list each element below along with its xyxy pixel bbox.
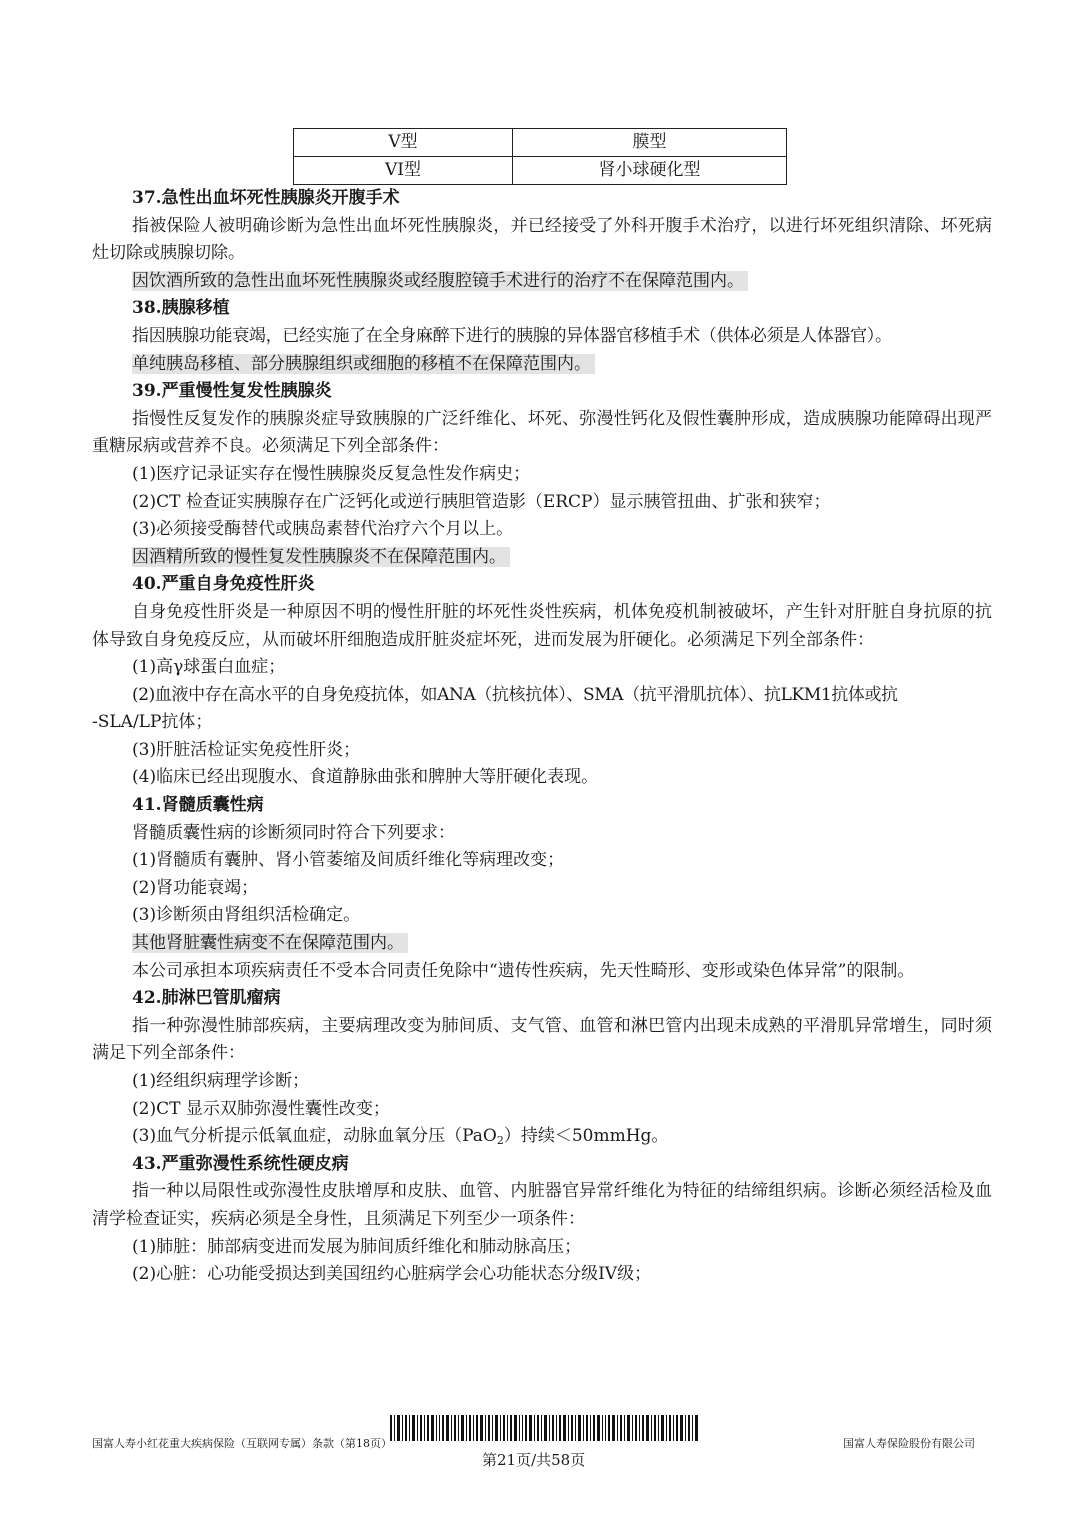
condition-item: (3)肝脏活检证实免疫性肝炎； [132, 739, 361, 760]
table-cell-name: 膜型 [513, 129, 787, 157]
section-heading-41: 41.肾髓质囊性病 [132, 795, 264, 816]
section-body-42: 指一种弥漫性肺部疾病，主要病理改变为肺间质、支气管、血管和淋巴管内出现未成熟的平滑肌异常增生，同时须满足下列全部条件： [92, 1015, 992, 1064]
footer-company-name: 国富人寿保险股份有限公司 [843, 1437, 975, 1450]
condition-item: (2)血液中存在高水平的自身免疫抗体，如ANA（抗核抗体）、SMA（抗平滑肌抗体）、抗LKM1抗体或抗 [132, 684, 898, 705]
nephritis-type-table [293, 128, 787, 185]
condition-item: (1)肺脏：肺部病变进而发展为肺间质纤维化和肺动脉高压； [132, 1236, 582, 1257]
condition-item: (2)CT 显示双肺弥漫性囊性改变； [132, 1098, 390, 1119]
section-heading-39: 39.严重慢性复发性胰腺炎 [132, 381, 332, 402]
condition-item: (1)经组织病理学诊断； [132, 1071, 310, 1091]
section-body-37: 指被保险人被明确诊断为急性出血坏死性胰腺炎，并已经接受了外科开腹手术治疗，以进行坏死组织清除、坏死病灶切除或胰腺切除。 [92, 215, 992, 264]
section-body-39: 指慢性反复发作的胰腺炎症导致胰腺的广泛纤维化、坏死、弥漫性钙化及假性囊肿形成，造成胰腺功能障碍出现严重糖尿病或营养不良。必须满足下列全部条件： [92, 408, 992, 457]
section-heading-37: 37.急性出血坏死性胰腺炎开腹手术 [132, 188, 400, 208]
condition-item: (3)诊断须由肾组织活检确定。 [132, 905, 361, 926]
exclusion-41 [92, 930, 992, 958]
section-heading-43: 43.严重弥漫性系统性硬皮病 [132, 1153, 349, 1174]
condition-item-continued: -SLA/LP抗体； [92, 712, 213, 733]
subscript: 2 [496, 1134, 504, 1148]
condition-item [92, 1123, 992, 1151]
section-body-38: 指因胰腺功能衰竭，已经实施了在全身麻醉下进行的胰腺的异体器官移植手术（供体必须是人体器官）。 [132, 325, 892, 346]
section-body-40: 自身免疫性肝炎是一种原因不明的慢性肝脏的坏死性炎性疾病，机体免疫机制被破坏，产生针对肝脏自身抗原的抗体导致自身免疫反应，从而破坏肝细胞造成肝脏炎症坏死，进而发展为肝硬化。必须满足下列全部条件： [92, 601, 992, 650]
exclusion-text: 因酒精所致的慢性复发性胰腺炎不在保障范围内。 [132, 547, 510, 567]
page-content [92, 128, 992, 1289]
condition-item: (3)必须接受酶替代或胰岛素替代治疗六个月以上。 [132, 519, 514, 540]
condition-text: ）持续＜50mmHg。 [503, 1126, 669, 1147]
footer-document-title: 国富人寿小红花重大疾病保险（互联网专属）条款（第18页） [92, 1437, 392, 1450]
exclusion-39 [92, 544, 992, 572]
page-number: 第21页/共58页 [482, 1451, 586, 1469]
section-body-43: 指一种以局限性或弥漫性皮肤增厚和皮肤、血管、内脏器官异常纤维化为特征的结缔组织病。诊断必须经活检及血清学检查证实，疾病必须是全身性，且须满足下列至少一项条件： [92, 1181, 992, 1229]
exclusion-38 [92, 351, 992, 379]
table-cell-type: VI型 [294, 157, 513, 185]
condition-item: (1)肾髓质有囊肿、肾小管萎缩及间质纤维化等病理改变； [132, 850, 565, 871]
table-row [294, 157, 787, 185]
condition-item: (4)临床已经出现腹水、食道静脉曲张和脾肿大等肝硬化表现。 [132, 767, 599, 788]
section-intro-41: 肾髓质囊性病的诊断须同时符合下列要求： [132, 822, 455, 843]
condition-item: (2)肾功能衰竭； [132, 877, 259, 898]
exclusion-text: 其他肾脏囊性病变不在保障范围内。 [132, 933, 408, 953]
table-cell-name: 肾小球硬化型 [513, 157, 787, 185]
table-row [294, 129, 787, 157]
condition-item: (1)高γ球蛋白血症； [132, 657, 286, 678]
condition-text: (3)血气分析提示低氧血症，动脉血氧分压（PaO [132, 1126, 497, 1147]
condition-item: (2)心脏：心功能受损达到美国纽约心脏病学会心功能状态分级IV级； [132, 1264, 652, 1285]
barcode-icon [390, 1415, 698, 1441]
exclusion-text: 因饮酒所致的急性出血坏死性胰腺炎或经腹腔镜手术进行的治疗不在保障范围内。 [132, 271, 748, 291]
exclusion-37 [92, 268, 992, 296]
section-heading-42: 42.肺淋巴管肌瘤病 [132, 988, 281, 1009]
section-heading-38: 38.胰腺移植 [132, 298, 230, 319]
condition-item: (2)CT 检查证实胰腺存在广泛钙化或逆行胰胆管造影（ERCP）显示胰管扭曲、扩张和狭窄； [132, 491, 831, 512]
section-heading-40: 40.严重自身免疫性肝炎 [132, 574, 315, 595]
section-note-41: 本公司承担本项疾病责任不受本合同责任免除中“遗传性疾病，先天性畸形、变形或染色体异常”的限制。 [132, 960, 915, 981]
exclusion-text: 单纯胰岛移植、部分胰腺组织或细胞的移植不在保障范围内。 [132, 354, 595, 374]
condition-item: (1)医疗记录证实存在慢性胰腺炎反复急性发作病史； [132, 463, 531, 484]
table-cell-type: V型 [294, 129, 513, 157]
